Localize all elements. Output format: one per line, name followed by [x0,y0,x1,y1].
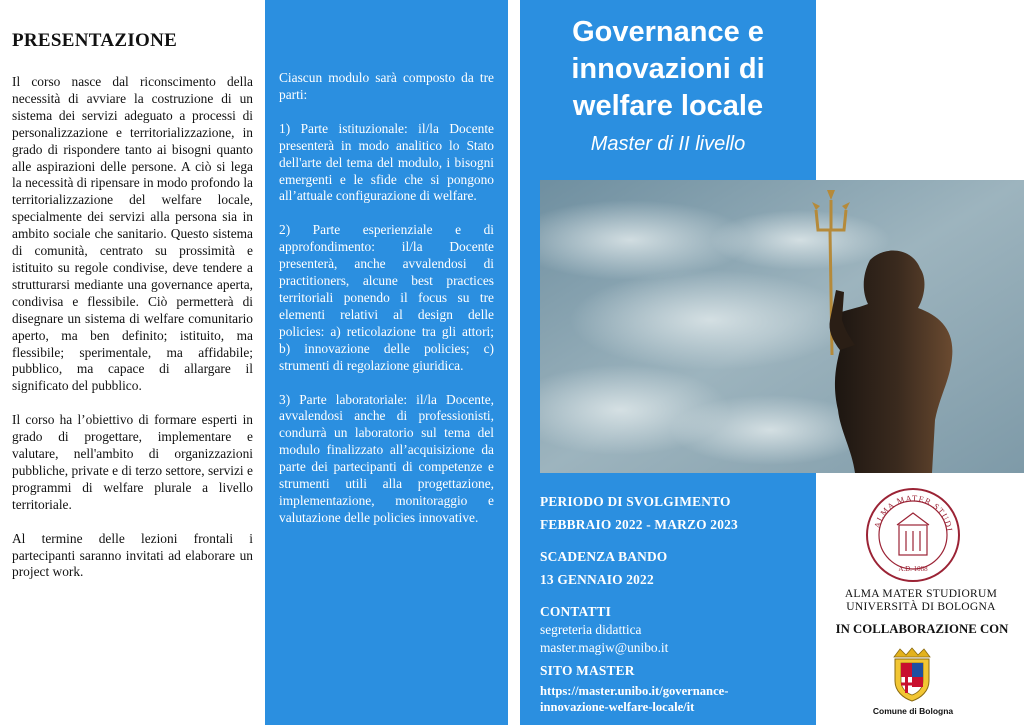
contacts-email[interactable]: master.magiw@unibo.it [540,640,669,655]
module-intro: Ciascun modulo sarà composto da tre parti: [279,70,494,102]
intro-paragraph-1: Il corso nasce dal riconscimento della necessità di avviare la costruzione di un sistema dei servizi adeguato a processi di personalizzazione e territorializzazione, in grado di rispondere tanto ai bisogni quanto alle aspirazioni delle persone. A ciò si lega la necessità di ripensare in modo profondo la territorializzazione del welfare locale, specialmente dei servizi alla persona sia in ambito sociale che sanitario. Questo sistema di comunità, centrato su prossimità e istituito su regole condivise, deve tendere a strutturarsi mediante una governance aperta, condivisa e flessibile. Ciò permetterà di disegnare un sistema di welfare comunitario aperto, ma ben definito; istituito, ma flessibile; sperimentale, ma affidabile; pubblico, ma capace di allargare il significato del pubblico. [12,74,253,394]
intro-paragraph-2: Il corso ha l’obiettivo di formare esperti in grado di progettare, implementare e valutare, nell'ambito di organizzazioni pubbliche, private e di terzo settore, servizi e programmi di welfare plurale a livello territoriale. [12,412,253,512]
comune-crest-logo [888,647,936,703]
middle-panel [265,0,508,725]
university-name-line2: UNIVERSITÀ DI BOLOGNA [846,601,996,613]
site-url-line2[interactable]: innovazione-welfare-locale/it [540,700,695,714]
university-name-line1: ALMA MATER STUDIORUM [844,588,998,600]
seal-icon [865,487,961,583]
contacts-label: CONTATTI [540,604,612,619]
cover-title-line: Governance e [572,16,764,48]
module-part-3: 3) Parte laboratoriale: il/la Docente, avvalendosi anche di professionisti, condurrà un laboratorio sul tema del modulo finalizzato all’acquisizione da parte dei partecipanti di competenze e strumenti utili alla progettazione, implementazione, monitoraggio e valutazione delle policies innovative. [279,391,494,525]
svg-text:ALMA MATER STUDIORUM [865,487,954,533]
comune-name: Comune di Bologna [872,706,954,716]
left-panel [0,0,265,725]
module-part-2: 2) Parte esperienziale e di approfondimento: il/la Docente presenterà, anche avvalendosi di practitioners, alcune best practices territoriali ponendo il focus su tre elementi relativi al design delle policies: a) reticolazione tra gli attori; b) innovazione delle policies; c) strumenti di regolazione giuridica. [279,222,494,373]
cover-title-line: welfare locale [572,90,764,122]
neptune-statue-illustration [540,180,1024,473]
crest-icon [888,647,936,703]
module-part-1: 1) Parte istituzionale: il/la Docente presenterà in modo analitico lo Stato dell'arte del tema del modulo, i bisogni emergenti e le sfide che si pongono all’attuale configurazione di welfare. [279,120,494,204]
cover-title [520,14,816,125]
seal-ring-text: ALMA MATER STUDI [872,493,954,533]
neptune-statue-photo [540,180,1024,473]
university-seal-logo [865,487,961,583]
period-label: PERIODO DI SVOLGIMENTO [540,494,731,509]
section-heading: PRESENTAZIONE [12,30,178,51]
deadline-value: 13 GENNAIO 2022 [540,572,654,587]
site-label: SITO MASTER [540,663,635,678]
cover-title-line: innovazioni di [571,53,765,85]
collaboration-label: IN COLLABORAZIONE CON [835,622,1009,636]
seal-year: A.D. 1088 [898,565,928,573]
site-url-line1[interactable]: https://master.unibo.it/governance- [540,684,729,698]
period-value: FEBBRAIO 2022 - MARZO 2023 [540,517,738,532]
cover-subtitle: Master di II livello [590,133,746,155]
contacts-line: segreteria didattica [540,622,642,637]
cover-panel [508,0,1024,725]
deadline-label: SCADENZA BANDO [540,549,668,564]
intro-paragraph-3: Al termine delle lezioni frontali i partecipanti saranno invitati ad elaborare un project work. [12,530,253,580]
